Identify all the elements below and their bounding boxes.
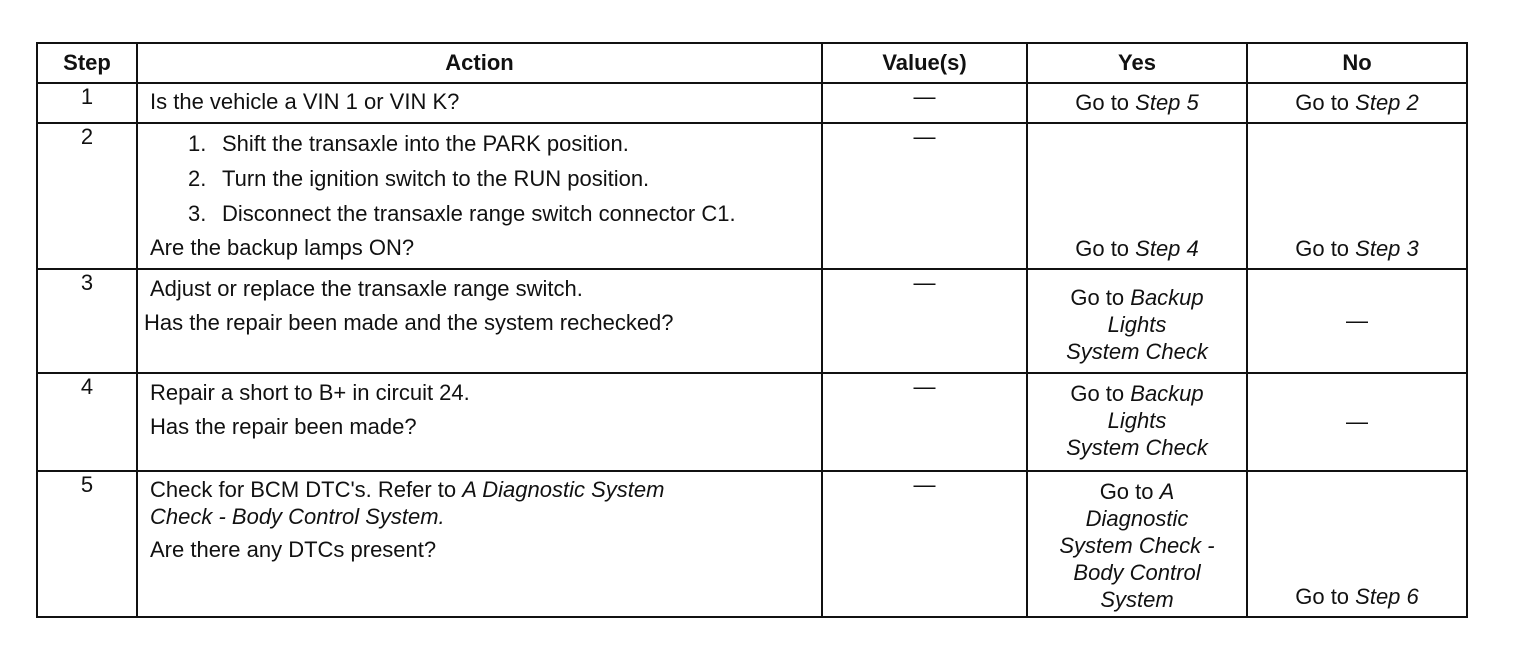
reference-link[interactable]: A Diagnostic System <box>462 477 665 502</box>
step-index: 2. <box>188 166 207 191</box>
yes-cell <box>1027 373 1247 471</box>
action-cell <box>137 471 822 617</box>
reference-link[interactable]: Check - Body Control System <box>150 504 439 529</box>
yes-goto-link[interactable]: System Check <box>1066 435 1208 460</box>
yes-goto-link[interactable]: System Check - <box>1059 533 1215 558</box>
action-line: Is the vehicle a VIN 1 or VIN K? <box>150 89 460 114</box>
step-index: 3. <box>188 201 207 226</box>
yes-goto-link[interactable]: Backup <box>1130 381 1204 406</box>
value-cell <box>822 83 1027 123</box>
value-cell <box>822 471 1027 617</box>
action-cell <box>137 373 822 471</box>
table-header-row <box>37 43 1467 83</box>
yes-goto-prefix: Go to <box>1099 479 1160 504</box>
action-step <box>188 161 821 196</box>
value-dash: — <box>913 472 936 497</box>
action-question: Has the repair been made? <box>150 414 417 439</box>
no-goto-link[interactable]: Step 6 <box>1355 584 1419 609</box>
diagnostic-table <box>36 42 1468 618</box>
yes-cell <box>1027 269 1247 373</box>
action-line: Repair a short to B+ in circuit 24. <box>150 380 470 405</box>
action-question: Are there any DTCs present? <box>150 537 437 562</box>
value-dash: — <box>913 84 936 109</box>
step-number: 3 <box>37 269 137 373</box>
value-dash: — <box>913 270 936 295</box>
yes-goto-link[interactable]: System <box>1100 587 1174 612</box>
value-cell <box>822 123 1027 269</box>
yes-goto-link[interactable]: Backup <box>1130 285 1204 310</box>
yes-goto-link[interactable]: Diagnostic <box>1085 506 1189 531</box>
step-number: 2 <box>37 123 137 269</box>
yes-goto-link[interactable]: System Check <box>1066 339 1208 364</box>
yes-goto-prefix: Go to <box>1075 90 1136 115</box>
action-step <box>188 126 821 161</box>
table-row <box>37 471 1467 617</box>
yes-goto-link[interactable]: A <box>1159 479 1175 504</box>
action-text: Check for BCM DTC's. Refer to <box>150 477 463 502</box>
yes-goto-link[interactable]: Step 5 <box>1135 90 1199 115</box>
yes-cell <box>1027 83 1247 123</box>
no-goto-prefix: Go to <box>1295 90 1356 115</box>
yes-goto-link[interactable]: Body Control <box>1073 560 1201 585</box>
table-row <box>37 269 1467 373</box>
action-line <box>150 476 821 503</box>
yes-cell <box>1027 123 1247 269</box>
no-goto-link[interactable]: Step 2 <box>1355 90 1419 115</box>
action-steps-list <box>150 126 821 231</box>
value-cell <box>822 373 1027 471</box>
header-action: Action <box>137 43 822 83</box>
no-goto-prefix: Go to <box>1295 584 1356 609</box>
yes-goto-prefix: Go to <box>1070 285 1131 310</box>
action-line <box>150 503 821 530</box>
action-cell <box>137 123 822 269</box>
yes-goto-link[interactable]: Lights <box>1107 312 1167 337</box>
action-line: Adjust or replace the transaxle range switch. <box>150 276 583 301</box>
yes-cell <box>1027 471 1247 617</box>
no-cell <box>1247 123 1467 269</box>
yes-goto-link[interactable]: Lights <box>1107 408 1167 433</box>
action-text: . <box>438 504 445 529</box>
action-cell <box>137 269 822 373</box>
no-cell <box>1247 471 1467 617</box>
yes-goto-link[interactable]: Step 4 <box>1135 236 1199 261</box>
step-text: Disconnect the transaxle range switch connector C1. <box>222 201 736 226</box>
value-dash: — <box>913 124 936 149</box>
step-text: Shift the transaxle into the PARK position. <box>222 131 629 156</box>
value-dash: — <box>913 374 936 399</box>
table-row <box>37 123 1467 269</box>
header-step: Step <box>37 43 137 83</box>
action-step <box>188 196 821 231</box>
step-number: 5 <box>37 471 137 617</box>
yes-goto-prefix: Go to <box>1070 381 1131 406</box>
step-number: 1 <box>37 83 137 123</box>
header-values: Value(s) <box>822 43 1027 83</box>
header-yes: Yes <box>1027 43 1247 83</box>
no-dash: — <box>1346 308 1368 333</box>
step-text: Turn the ignition switch to the RUN position. <box>222 166 650 191</box>
no-goto-prefix: Go to <box>1295 236 1356 261</box>
action-question: Has the repair been made and the system rechecked? <box>144 310 674 335</box>
yes-goto-prefix: Go to <box>1075 236 1136 261</box>
no-dash: — <box>1346 409 1368 434</box>
no-cell <box>1247 373 1467 471</box>
step-index: 1. <box>188 131 207 156</box>
table-row <box>37 83 1467 123</box>
value-cell <box>822 269 1027 373</box>
action-question: Are the backup lamps ON? <box>150 235 415 260</box>
no-goto-link[interactable]: Step 3 <box>1355 236 1419 261</box>
action-cell <box>137 83 822 123</box>
table-row <box>37 373 1467 471</box>
no-cell <box>1247 83 1467 123</box>
step-number: 4 <box>37 373 137 471</box>
header-no: No <box>1247 43 1467 83</box>
no-cell <box>1247 269 1467 373</box>
